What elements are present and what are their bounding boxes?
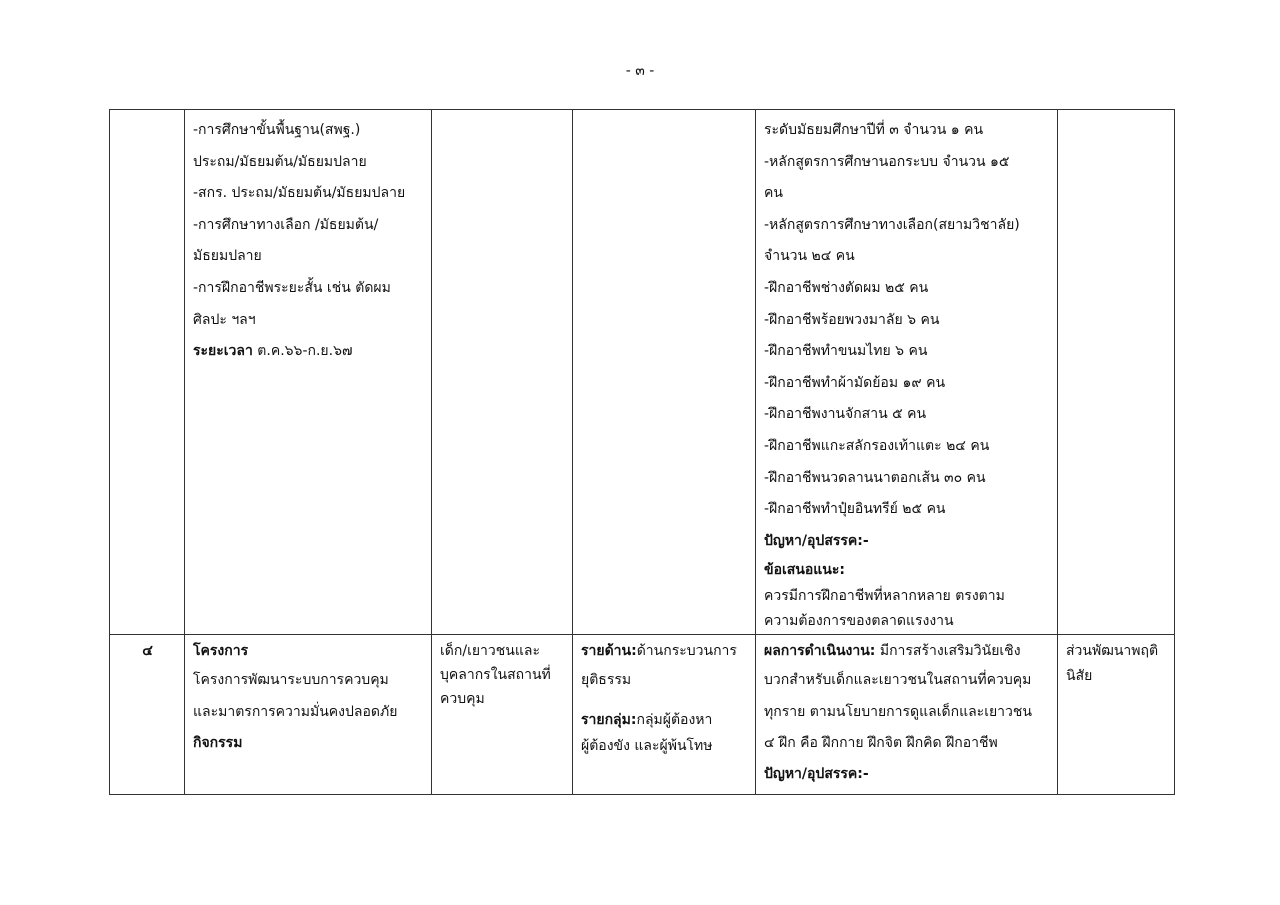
cell-agency xyxy=(1058,110,1175,635)
activity-line: ศิลปะ ฯลฯ xyxy=(193,311,256,328)
cell-agency xyxy=(1058,635,1175,795)
agency-line: ส่วนพัฒนาพฤติ xyxy=(1066,643,1159,659)
result-first-line xyxy=(764,637,1050,665)
period-value: ต.ค.๖๖-ก.ย.๖๗ xyxy=(252,343,353,360)
table-row-continued xyxy=(110,110,1175,635)
activity-label: กิจกรรม xyxy=(193,735,243,752)
suggestion-label: ข้อเสนอแนะ: xyxy=(764,562,845,579)
side-line xyxy=(581,637,748,665)
side-value: ด้านกระบวนการ xyxy=(636,643,737,659)
suggestion-line: ควรมีการฝึกอาชีพที่หลากหลาย ตรงตาม xyxy=(764,588,1005,605)
group-line xyxy=(581,707,748,733)
cell-indicator xyxy=(573,635,756,795)
target-line: ควบคุม xyxy=(440,691,485,707)
result-line: -หลักสูตรการศึกษานอกระบบ จำนวน ๑๕ xyxy=(764,153,1010,170)
cell-number xyxy=(110,635,185,795)
target-line: เด็ก/เยาวชนและ xyxy=(440,643,540,659)
result-line: บวกสำหรับเด็กและเยาวชนในสถานที่ควบคุม xyxy=(764,672,1032,688)
result-line: -หลักสูตรการศึกษาทางเลือก(สยามวิชาลัย) xyxy=(764,216,1020,233)
result-line: ทุกราย ตามนโยบายการดูแลเด็กและเยาวชน xyxy=(764,703,1032,720)
result-line: -ฝึกอาชีพช่างตัดผม ๒๕ คน xyxy=(764,279,929,296)
group-label: รายกลุ่ม: xyxy=(581,711,637,728)
table-row-4 xyxy=(110,635,1175,795)
period-label: ระยะเวลา xyxy=(193,343,253,360)
result-line: -ฝึกอาชีพร้อยพวงมาลัย ๖ คน xyxy=(764,311,940,328)
side-label: รายด้าน: xyxy=(581,643,637,659)
cell-target xyxy=(432,635,573,795)
result-first: มีการสร้างเสริมวินัยเชิง xyxy=(875,643,1021,659)
result-line: -ฝึกอาชีพทำปุ๋ยอินทรีย์ ๒๕ คน xyxy=(764,501,946,518)
cell-number xyxy=(110,110,185,635)
project-label: โครงการ xyxy=(193,643,249,659)
activity-line: -การฝึกอาชีพระยะสั้น เช่น ตัดผม xyxy=(193,279,391,296)
result-line: ระดับมัธยมศึกษาปีที่ ๓ จำนวน ๑ คน xyxy=(764,122,984,138)
cell-result xyxy=(756,635,1058,795)
side-value-line: ยุติธรรม xyxy=(581,672,632,688)
result-label: ผลการดำเนินงาน: xyxy=(764,643,876,659)
result-line: -ฝึกอาชีพแกะสลักรองเท้าแตะ ๒๔ คน xyxy=(764,437,990,454)
cell-result xyxy=(756,110,1058,635)
period-line xyxy=(193,336,424,368)
activity-line: มัธยมปลาย xyxy=(193,248,262,265)
report-table xyxy=(109,109,1175,795)
result-line: คน xyxy=(764,185,783,202)
result-line: -ฝึกอาชีพนวดลานนาตอกเส้น ๓๐ คน xyxy=(764,469,986,486)
result-line: -ฝึกอาชีพทำขนมไทย ๖ คน xyxy=(764,343,928,360)
problem-label: ปัญหา/อุปสรรค:- xyxy=(764,765,869,782)
cell-activity xyxy=(185,110,432,635)
group-value: กลุ่มผู้ต้องหา xyxy=(636,711,713,728)
activity-line: ประถม/มัธยมต้น/มัธยมปลาย xyxy=(193,153,367,170)
result-line: -ฝึกอาชีพงานจักสาน ๕ คน xyxy=(764,406,927,423)
cell-project xyxy=(185,635,432,795)
activity-line: -การศึกษาทางเลือก /มัธยมต้น/ xyxy=(193,216,379,233)
project-line: และมาตรการความมั่นคงปลอดภัย xyxy=(193,703,398,720)
row-number: ๔ xyxy=(142,643,153,659)
project-line: โครงการพัฒนาระบบการควบคุม xyxy=(193,672,389,688)
problem-label: ปัญหา/อุปสรรค:- xyxy=(764,532,869,549)
cell-indicator xyxy=(573,110,756,635)
activity-line: -สกร. ประถม/มัธยมต้น/มัธยมปลาย xyxy=(193,185,406,202)
suggestion-line: ความต้องการของตลาดแรงงาน xyxy=(764,613,954,630)
activity-line: -การศึกษาขั้นพื้นฐาน(สพฐ.) xyxy=(193,122,361,138)
result-line: จำนวน ๒๔ คน xyxy=(764,248,855,265)
agency-line: นิสัย xyxy=(1066,668,1093,684)
result-line: -ฝึกอาชีพทำผ้ามัดย้อม ๑๙ คน xyxy=(764,374,946,391)
result-line: ๔ ฝึก คือ ฝึกกาย ฝึกจิต ฝึกคิด ฝึกอาชีพ xyxy=(764,735,998,752)
cell-target xyxy=(432,110,573,635)
group-value-line: ผู้ต้องขัง และผู้พ้นโทษ xyxy=(581,737,713,754)
target-line: บุคลากรในสถานที่ xyxy=(440,667,551,683)
page-number: - ๓ - xyxy=(625,63,655,79)
